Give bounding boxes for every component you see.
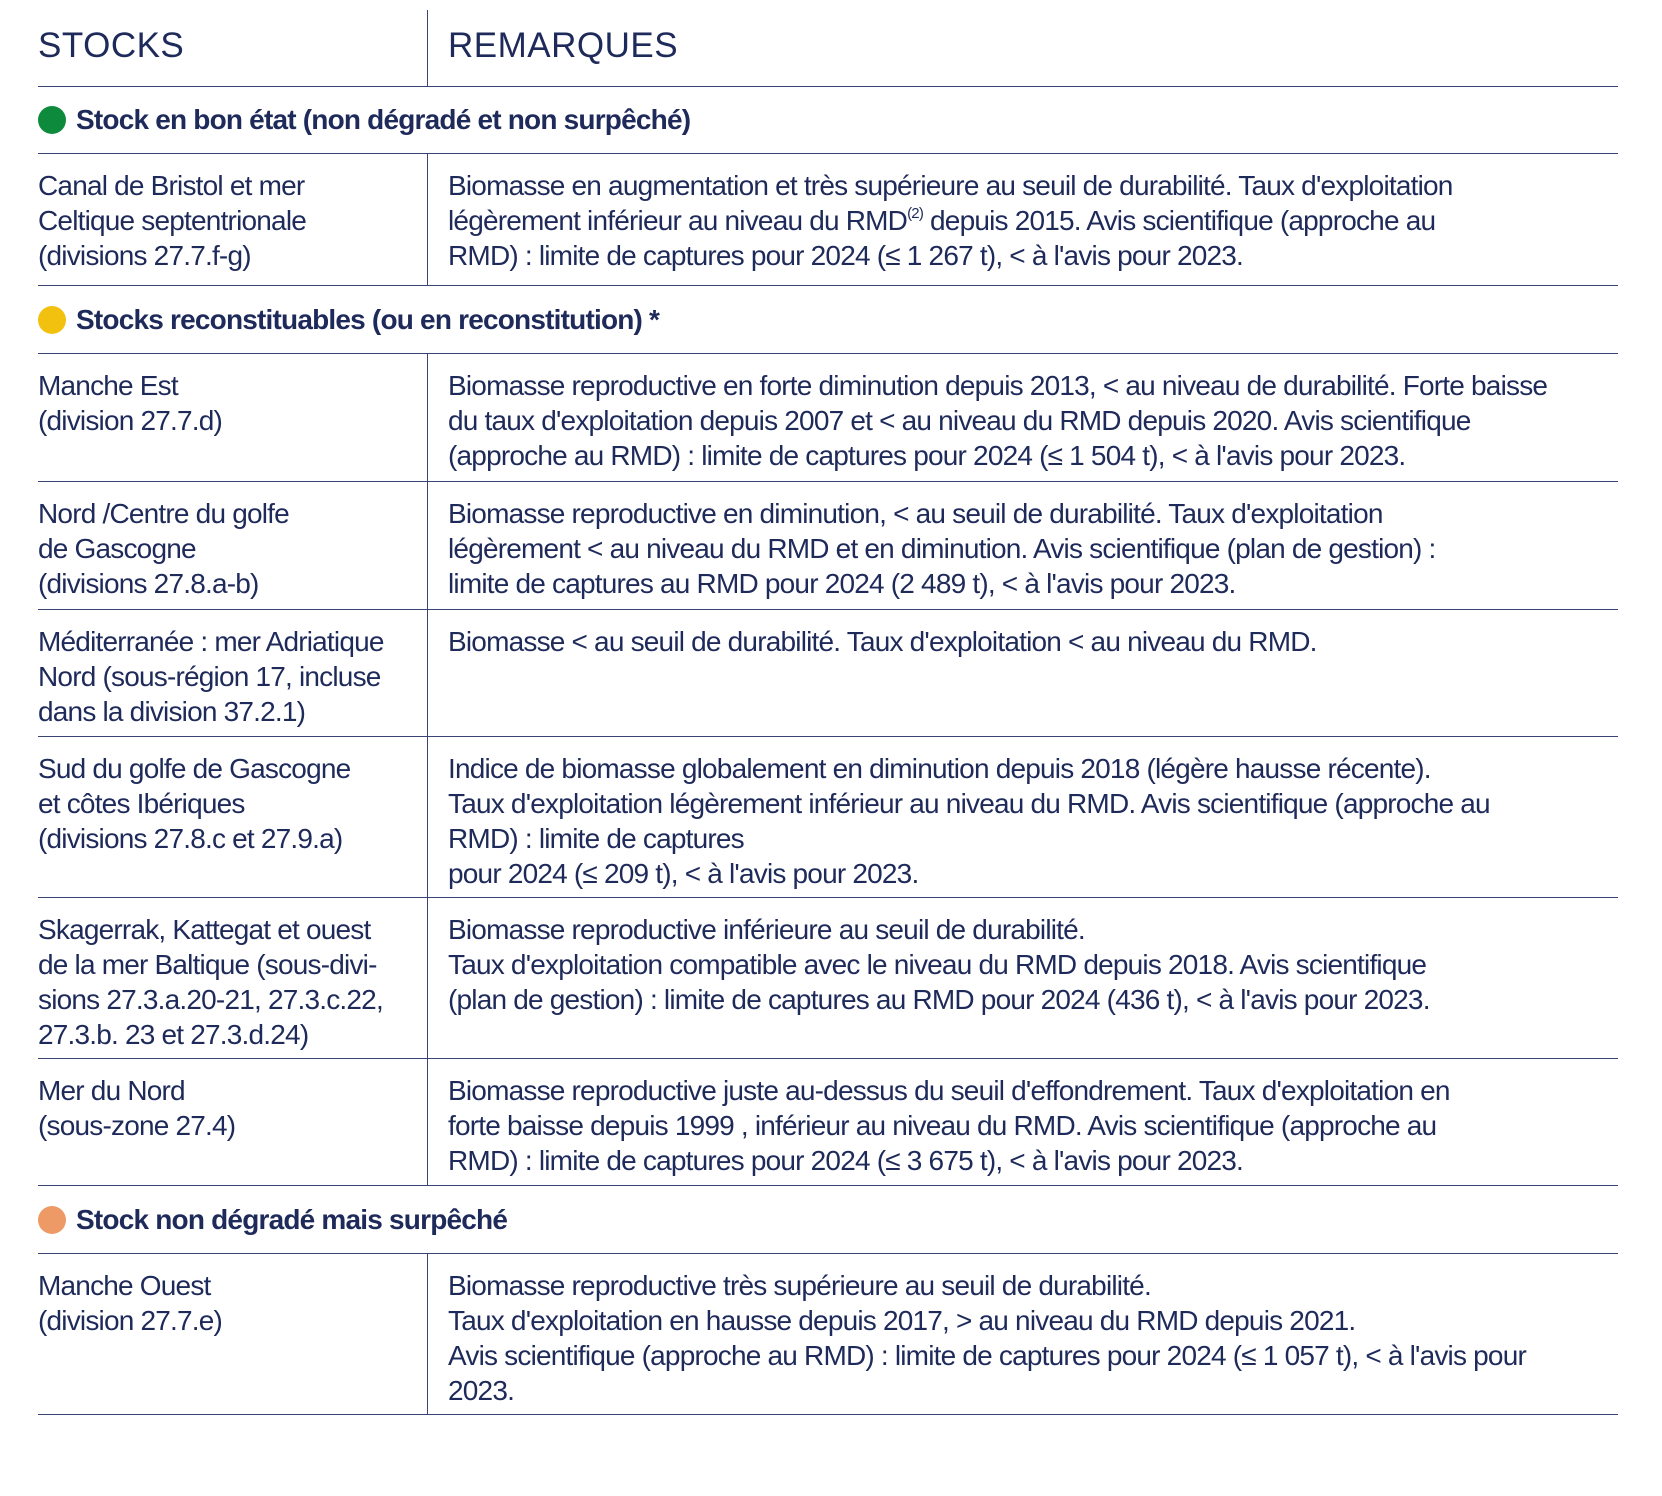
table-row <box>38 898 1618 1059</box>
table-row <box>38 610 1618 737</box>
stock-cell: Sud du golfe de Gascogne et côtes Ibériques (divisions 27.8.c et 27.9.a) <box>38 737 428 897</box>
stock-cell: Manche Ouest (division 27.7.e) <box>38 1254 428 1414</box>
remark-cell: Biomasse < au seuil de durabilité. Taux d'exploitation < au niveau du RMD. <box>448 626 1317 657</box>
remark-cell: Biomasse reproductive inférieure au seuil de durabilité. Taux d'exploitation compatible avec le niveau du RMD depuis 2018. Avis scientifique (plan de gestion) : limite de captures au RMD pour 2024 (436 t), < à l'avis pour 2023. <box>448 914 1430 1015</box>
header-stocks: STOCKS <box>38 10 428 86</box>
category-row-good <box>38 87 1618 154</box>
stocks-table <box>38 10 1618 1415</box>
stock-cell: Skagerrak, Kattegat et ouest de la mer Baltique (sous-divi- sions 27.3.a.20-21, 27.3.c.22, 27.3.b. 23 et 27.3.d.24) <box>38 898 428 1058</box>
remark-text: depuis 2015. Avis scientifique (approche au RMD) : limite de captures pour 2024 (≤ 1 267 t), < à l'avis pour 2023. <box>448 205 1436 271</box>
table-row <box>38 1059 1618 1186</box>
remark-cell: Biomasse reproductive en diminution, < au seuil de durabilité. Taux d'exploitation légèrement < au niveau du RMD et en diminution. Avis scientifique (plan de gestion) : limite de captures au RMD pour 2024 (2 489 t), < à l'avis pour 2023. <box>448 498 1436 599</box>
stock-cell: Canal de Bristol et mer Celtique septentrionale (divisions 27.7.f-g) <box>38 154 428 285</box>
stock-cell: Manche Est (division 27.7.d) <box>38 354 428 481</box>
remark-cell: Biomasse reproductive très supérieure au seuil de durabilité. Taux d'exploitation en hausse depuis 2017, > au niveau du RMD depuis 2021. Avis scientifique (approche au RMD) : limite de captures pour 2024 (≤ 1 057 t), < à l'avis pour 2023. <box>448 1270 1526 1406</box>
remark-cell: Biomasse reproductive en forte diminution depuis 2013, < au niveau de durabilité. Forte baisse du taux d'exploitation depuis 2007 et < au niveau du RMD depuis 2020. Avis scientifique (approche au RMD) : limite de captures pour 2024 (≤ 1 504 t), < à l'avis pour 2023. <box>448 370 1548 471</box>
table-row <box>38 737 1618 898</box>
table-row <box>38 1254 1618 1415</box>
remark-text: Biomasse en augmentation et très supérieure au seuil de durabilité. Taux d'exploitation légèrement inférieur au niveau du RMD <box>448 170 1453 236</box>
yellow-dot-icon <box>38 306 66 334</box>
category-label: Stock en bon état (non dégradé et non surpêché) <box>76 104 691 135</box>
footnote-ref: (2) <box>907 205 924 222</box>
table-row <box>38 482 1618 610</box>
table-header <box>38 10 1618 87</box>
remark-cell: Indice de biomasse globalement en diminution depuis 2018 (légère hausse récente). Taux d'exploitation légèrement inférieur au niveau du RMD. Avis scientifique (approche au RMD) : limite de captures pour 2024 (≤ 209 t), < à l'avis pour 2023. <box>448 753 1490 889</box>
category-row-overfished <box>38 1186 1618 1254</box>
category-label: Stock non dégradé mais surpêché <box>76 1203 508 1235</box>
table-row <box>38 154 1618 286</box>
header-remarques: REMARQUES <box>448 26 679 65</box>
orange-dot-icon <box>38 1206 66 1234</box>
stock-cell: Mer du Nord (sous-zone 27.4) <box>38 1059 428 1185</box>
stock-cell: Nord /Centre du golfe de Gascogne (divisions 27.8.a-b) <box>38 482 428 609</box>
stock-cell: Méditerranée : mer Adriatique Nord (sous-région 17, incluse dans la division 37.2.1) <box>38 610 428 736</box>
category-label: Stocks reconstituables (ou en reconstitution) * <box>76 303 660 335</box>
green-dot-icon <box>38 106 66 134</box>
remark-cell: Biomasse reproductive juste au-dessus du seuil d'effondrement. Taux d'exploitation en forte baisse depuis 1999 , inférieur au niveau du RMD. Avis scientifique (approche au RMD) : limite de captures pour 2024 (≤ 3 675 t), < à l'avis pour 2023. <box>448 1075 1450 1176</box>
category-row-rebuildable <box>38 286 1618 354</box>
remark-cell <box>428 154 1618 285</box>
table-row <box>38 354 1618 482</box>
